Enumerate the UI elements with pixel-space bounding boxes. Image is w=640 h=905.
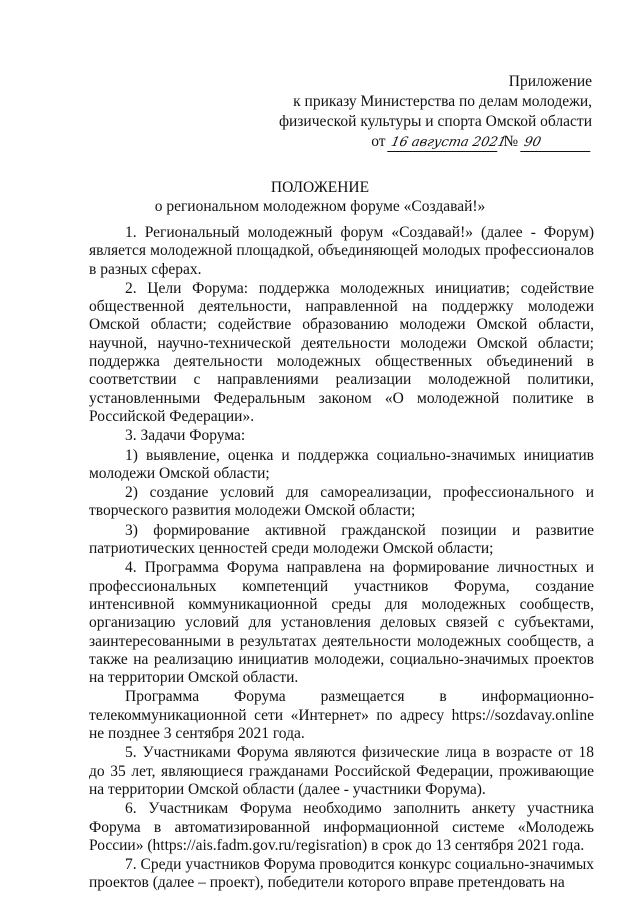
handwritten-order-date: 16 августа 2021 [388,135,502,152]
approval-block [272,72,592,152]
paragraph: 1. Региональный молодежный форум «Создавай!» (далее - Форум) является молодежной площадкой, объединяющей молодых профессионалов в разных сферах. [89,224,594,278]
paragraph: 6. Участникам Форума необходимо заполнить анкету участника Форума в автоматизированной информационной системе «Молодежь России» (https://ais.fadm.gov.ru/regisration) в срок до 13 сентября 2021 года. [89,800,594,854]
paragraph: Программа Форума размещается в информационно-телекоммуникационной сети «Интернет» по адресу https://sozdavay.online не позднее 3 сентября 2021 года. [89,688,594,743]
paragraph: 7. Среди участников Форума проводится конкурс социально-значимых проектов (далее – проект), победители которого вправе претендовать на [89,856,594,892]
paragraph: 5. Участниками Форума являются физические лица в возрасте от 18 до 35 лет, являющиеся гражданами Российской Федерации, проживающие на территории Омской области (далее - участники Форума). [89,744,594,798]
paragraph: 4. Программа Форума направлена на формирование личностных и профессиональных компетенций участников Форума, создание интенсивной коммуникационной среды для молодежных сообществ, организацию условий для установления деловых связей с субъектами, заинтересованными в результатах деятельности молодежных сообществ, а также на реализацию инициатив молодежи, социально-значимых проектов на территории Омской области. [89,559,594,687]
order-reference-line-1: к приказу Министерства по делам молодежи, [293,93,592,110]
paragraph: 1) выявление, оценка и поддержка социально-значимых инициатив молодежи Омской области; [89,446,594,482]
paragraph: 3) формирование активной гражданской позиции и развитие патриотических ценностей среди молодежи Омской области; [89,521,594,558]
order-reference-line-2: физической культуры и спорта Омской области [278,113,592,130]
order-date-number-line [272,132,592,152]
paragraph: 2. Цели Форума: поддержка молодежных инициатив; содействие общественной деятельности, направленной на поддержку молодежи Омской области; содействие образованию молодежи Омской области, научной, научно-технической деятельности молодежи Омской области; поддержка деятельности молодежных общественных объединений в соответствии с направлениями реализации молодежной политики, установленными Федеральным законом «О молодежной политике в Российской Федерации». [89,279,594,425]
handwritten-order-number: 90 [520,135,594,152]
paragraph: 2) создание условий для самореализации, профессионального и творческого развития молодежи Омской области; [89,484,594,520]
document-title: ПОЛОЖЕНИЕ [270,179,370,196]
paragraph: 3. Задачи Форума: [125,427,246,445]
document-subtitle: о региональном молодежном форуме «Создавай!» [154,198,486,215]
appendix-label: Приложение [508,73,592,90]
from-label: от [371,133,386,150]
document-body [89,224,594,893]
number-label: № [503,133,519,150]
